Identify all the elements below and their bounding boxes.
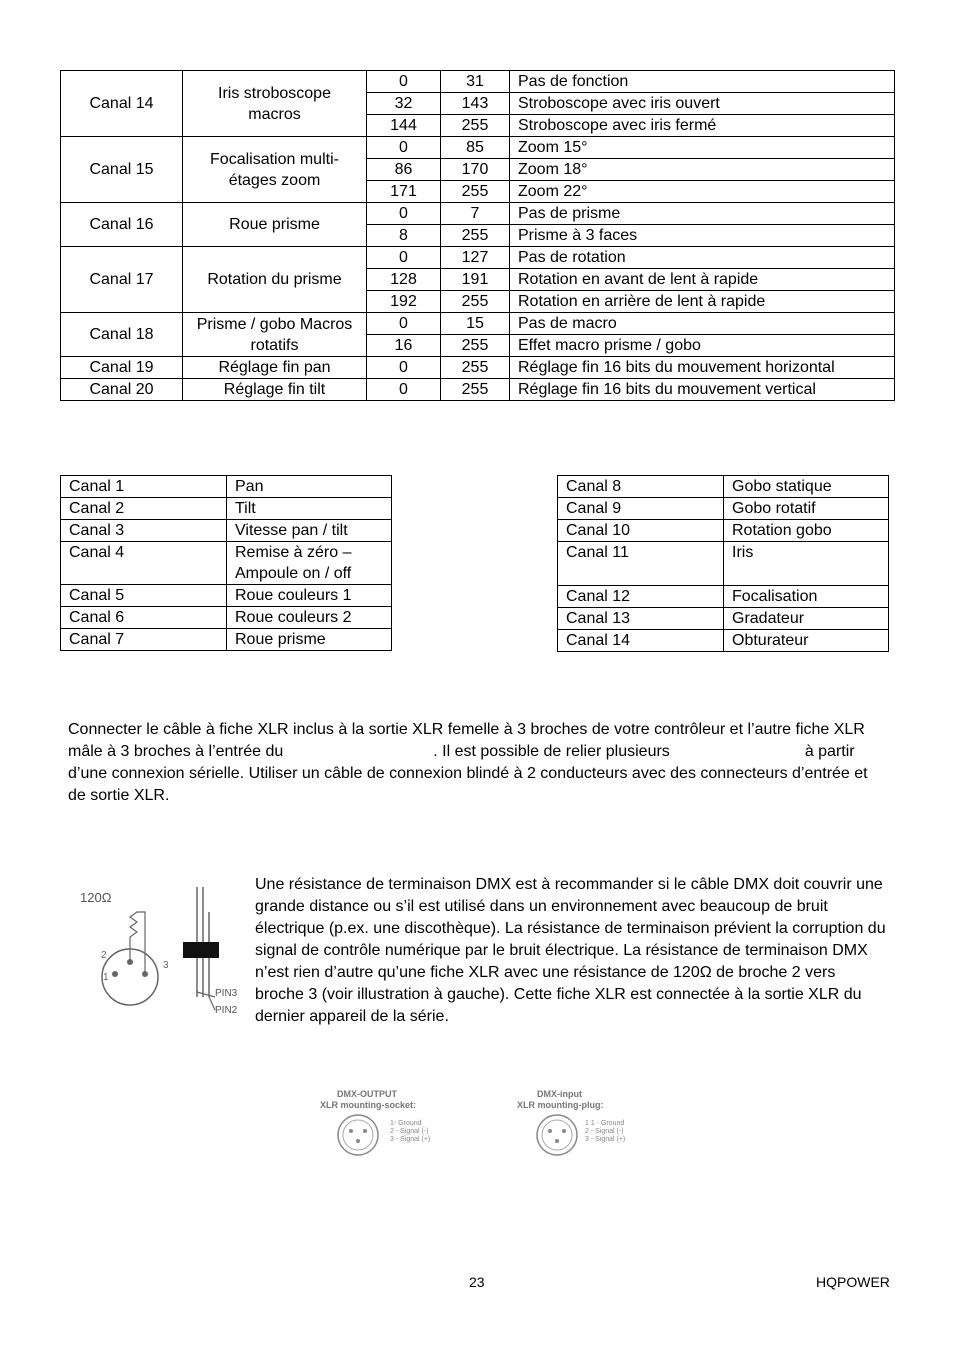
- range-to: 31: [441, 71, 510, 93]
- table-row: [61, 520, 392, 542]
- mode-table-left: [60, 475, 392, 651]
- table-row: [558, 498, 889, 520]
- mode-channel: Canal 4: [61, 542, 227, 585]
- dmx-input-plug: [517, 1089, 625, 1155]
- range-to: 255: [441, 115, 510, 137]
- pin-1-number: 1: [103, 972, 109, 983]
- range-from: 86: [367, 159, 441, 181]
- page-number: 23: [469, 1274, 485, 1290]
- range-description: Zoom 22°: [510, 181, 895, 203]
- range-description: Réglage fin 16 bits du mouvement vertical: [510, 379, 895, 401]
- range-description: Stroboscope avec iris fermé: [510, 115, 895, 137]
- termination-paragraph: Une résistance de terminaison DMX est à recommander si le câble DMX doit couvrir une grande distance ou s’il est utilisé dans un environnement avec beaucoup de bruit électrique (p.ex. une discothèque). La résistance de terminaison prévient la corruption du signal de contrôle numérique par le bruit électrique. La résistance de terminaison DMX n’est rien d’autre qu’une fiche XLR avec une résistance de 120Ω de broche 2 vers broche 3 (voir illustration à gauche). Cette fiche XLR est connectée à la sortie XLR du dernier appareil de la série.: [255, 876, 886, 1025]
- range-to: 255: [441, 379, 510, 401]
- xlr-terminator-diagram: [75, 882, 250, 1022]
- table-row: [61, 498, 392, 520]
- range-description: Zoom 15°: [510, 137, 895, 159]
- range-from: 0: [367, 247, 441, 269]
- connect-text-2: . Il est possible de relier plusieurs: [433, 743, 670, 760]
- pin3-label: PIN3: [215, 988, 238, 999]
- channel-table: [60, 70, 895, 401]
- range-from: 16: [367, 335, 441, 357]
- table-row: [61, 203, 895, 225]
- channel-function: Iris stroboscope macros: [183, 71, 367, 137]
- mode-channel: Canal 3: [61, 520, 227, 542]
- channel-function: Roue prisme: [183, 203, 367, 247]
- table-row: [61, 476, 392, 498]
- channel-function: Focalisation multi-étages zoom: [183, 137, 367, 203]
- range-description: Rotation en arrière de lent à rapide: [510, 291, 895, 313]
- range-to: 170: [441, 159, 510, 181]
- range-to: 7: [441, 203, 510, 225]
- range-description: Pas de fonction: [510, 71, 895, 93]
- table-row: [61, 71, 895, 93]
- table-row: [558, 608, 889, 630]
- range-from: 32: [367, 93, 441, 115]
- range-from: 192: [367, 291, 441, 313]
- range-to: 255: [441, 335, 510, 357]
- mode-channel: Canal 7: [61, 629, 227, 651]
- mode-function: Remise à zéro – Ampoule on / off: [227, 542, 392, 585]
- range-description: Pas de prisme: [510, 203, 895, 225]
- range-from: 128: [367, 269, 441, 291]
- range-from: 0: [367, 137, 441, 159]
- range-to: 15: [441, 313, 510, 335]
- range-to: 143: [441, 93, 510, 115]
- mode-function: Roue couleurs 2: [227, 607, 392, 629]
- range-description: Pas de rotation: [510, 247, 895, 269]
- range-description: Effet macro prisme / gobo: [510, 335, 895, 357]
- mode-function: Iris: [724, 542, 889, 586]
- dmx-output-title: DMX-OUTPUT: [337, 1089, 397, 1099]
- table-row: [558, 586, 889, 608]
- mode-channel: Canal 13: [558, 608, 724, 630]
- range-description: Pas de macro: [510, 313, 895, 335]
- range-to: 255: [441, 225, 510, 247]
- table-row: [61, 313, 895, 335]
- mode-channel: Canal 2: [61, 498, 227, 520]
- mode-function: Roue couleurs 1: [227, 585, 392, 607]
- pin-2-number: 2: [101, 950, 107, 961]
- table-row: [558, 520, 889, 542]
- channel-name: Canal 20: [61, 379, 183, 401]
- table-row: [61, 585, 392, 607]
- range-from: 144: [367, 115, 441, 137]
- dmx-input-pin2: 2 - Signal (-): [585, 1128, 624, 1135]
- mode-function: Rotation gobo: [724, 520, 889, 542]
- range-from: 0: [367, 357, 441, 379]
- table-row: [61, 629, 392, 651]
- channel-name: Canal 16: [61, 203, 183, 247]
- connect-text-3: à partir d’une connexion sérielle. Utiliser un câble de connexion blindé à 2 conducteurs avec des connecteurs d’entrée et de sortie XLR.: [68, 743, 868, 804]
- table-row: [558, 476, 889, 498]
- range-to: 255: [441, 291, 510, 313]
- mode-function: Obturateur: [724, 630, 889, 652]
- range-from: 171: [367, 181, 441, 203]
- range-description: Réglage fin 16 bits du mouvement horizontal: [510, 357, 895, 379]
- table-row: [61, 357, 895, 379]
- range-from: 0: [367, 203, 441, 225]
- cable-sleeve: [183, 942, 219, 958]
- mode-channel: Canal 12: [558, 586, 724, 608]
- connection-paragraph: [68, 719, 888, 807]
- mode-function: Pan: [227, 476, 392, 498]
- range-to: 255: [441, 357, 510, 379]
- range-to: 127: [441, 247, 510, 269]
- range-to: 191: [441, 269, 510, 291]
- table-row: [61, 607, 392, 629]
- dmx-connectors-diagram: [315, 1085, 645, 1165]
- channel-name: Canal 17: [61, 247, 183, 313]
- dmx-output-pin1: 1- Ground: [390, 1120, 422, 1127]
- dmx-input-pin1: 1 1 - Ground: [585, 1120, 625, 1127]
- table-row: [558, 630, 889, 652]
- channel-name: Canal 14: [61, 71, 183, 137]
- range-from: 0: [367, 379, 441, 401]
- channel-function: Réglage fin pan: [183, 357, 367, 379]
- mode-channel: Canal 10: [558, 520, 724, 542]
- table-row: [61, 542, 392, 585]
- dmx-output-socket: [320, 1089, 430, 1155]
- mode-function: Vitesse pan / tilt: [227, 520, 392, 542]
- pin2-label: PIN2: [215, 1005, 238, 1016]
- mode-table-right: [557, 475, 889, 652]
- mode-channel: Canal 9: [558, 498, 724, 520]
- dmx-output-pin3: 3 - Signal (+): [390, 1136, 431, 1143]
- mode-channel: Canal 1: [61, 476, 227, 498]
- dmx-input-title: DMX-input: [537, 1089, 582, 1099]
- range-to: 255: [441, 181, 510, 203]
- mode-channel: Canal 5: [61, 585, 227, 607]
- mode-channel: Canal 8: [558, 476, 724, 498]
- range-from: 8: [367, 225, 441, 247]
- mode-channel: Canal 14: [558, 630, 724, 652]
- channel-name: Canal 18: [61, 313, 183, 357]
- pin-3-number: 3: [163, 960, 169, 971]
- range-description: Zoom 18°: [510, 159, 895, 181]
- range-description: Stroboscope avec iris ouvert: [510, 93, 895, 115]
- xlr-socket-icon: [338, 1115, 378, 1155]
- mode-function: Gobo statique: [724, 476, 889, 498]
- mode-function: Roue prisme: [227, 629, 392, 651]
- xlr-plug-icon: [537, 1115, 577, 1155]
- channel-name: Canal 19: [61, 357, 183, 379]
- channel-function: Prisme / gobo Macros rotatifs: [183, 313, 367, 357]
- range-to: 85: [441, 137, 510, 159]
- dmx-input-pin3: 3 - Signal (+): [585, 1136, 626, 1143]
- range-description: Rotation en avant de lent à rapide: [510, 269, 895, 291]
- table-row: [558, 542, 889, 586]
- mode-function: Gradateur: [724, 608, 889, 630]
- channel-name: Canal 15: [61, 137, 183, 203]
- table-row: [61, 247, 895, 269]
- dmx-output-subtitle: XLR mounting-socket:: [320, 1100, 416, 1110]
- dmx-input-subtitle: XLR mounting-plug:: [517, 1100, 604, 1110]
- mode-channel: Canal 11: [558, 542, 724, 586]
- channel-function: Rotation du prisme: [183, 247, 367, 313]
- brand-name: HQPOWER: [816, 1274, 890, 1290]
- mode-function: Tilt: [227, 498, 392, 520]
- connect-text-1: Connecter le câble à fiche XLR inclus à la sortie XLR femelle à 3 broches de votre contrôleur et l’autre fiche XLR mâle à 3 broches à l’entrée du: [68, 721, 865, 760]
- table-row: [61, 137, 895, 159]
- mode-function: Focalisation: [724, 586, 889, 608]
- table-row: [61, 379, 895, 401]
- range-from: 0: [367, 313, 441, 335]
- range-from: 0: [367, 71, 441, 93]
- channel-function: Réglage fin tilt: [183, 379, 367, 401]
- range-description: Prisme à 3 faces: [510, 225, 895, 247]
- mode-channel: Canal 6: [61, 607, 227, 629]
- mode-function: Gobo rotatif: [724, 498, 889, 520]
- resistor-label: 120Ω: [80, 890, 112, 905]
- dmx-output-pin2: 2 - Signal (-): [390, 1128, 429, 1135]
